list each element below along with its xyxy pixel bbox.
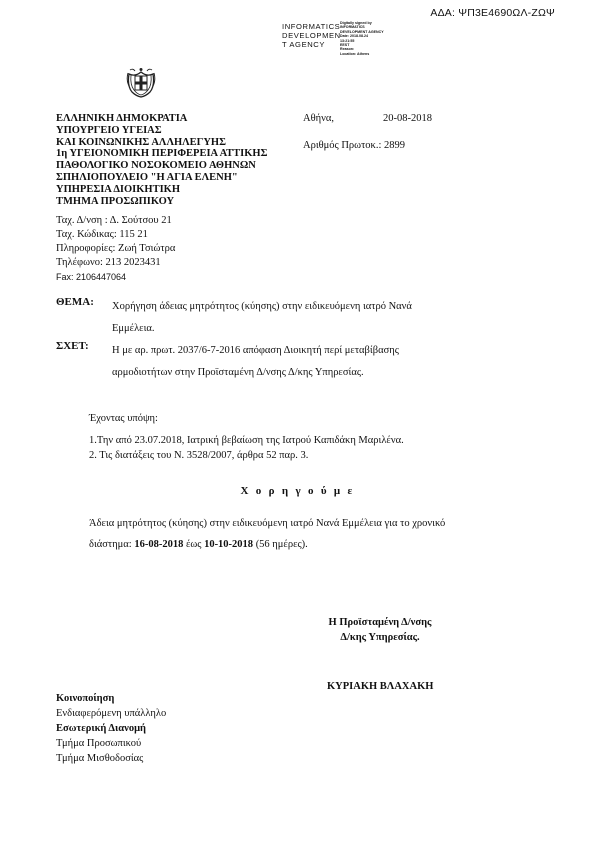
issuer-line: ΥΠΗΡΕΣΙΑ ΔΙΟΙΚΗΤΙΚΗ	[56, 183, 181, 195]
internal-item: Τμήμα Προσωπικού	[56, 738, 142, 749]
document-place: Αθήνα,	[303, 113, 334, 124]
greek-emblem-icon	[126, 66, 156, 100]
signatory-role-line: Δ/κης Υπηρεσίας.	[340, 632, 420, 643]
subject-text	[112, 296, 412, 340]
subject-line: Εμμέλεια.	[112, 323, 155, 334]
ada-code: ΑΔΑ: ΨΠ3Ε4690ΩΛ-ΖΩΨ	[430, 7, 555, 19]
decision-period	[89, 534, 445, 555]
decision-body	[89, 513, 445, 555]
issuer-line: ΣΠΗΛΙΟΠΟΥΛΕΙΟ "Η ΑΓΙΑ ΕΛΕΝΗ"	[56, 171, 238, 183]
signatory-role-line: Η Προϊσταμένη Δ/νσης	[328, 617, 432, 628]
reference-label: ΣΧΕΤ:	[56, 340, 89, 352]
start-date: 16-08-2018	[134, 539, 184, 550]
stamp-line: Location: Athens	[340, 51, 370, 56]
contact-info: Πληροφορίες: Ζωή Τσιώτρα	[56, 243, 176, 254]
duration: (56 ημέρες).	[253, 539, 308, 550]
issuer-line: ΕΛΛΗΝΙΚΗ ΔΗΜΟΚΡΑΤΙΑ	[56, 113, 188, 124]
contact-phone: Τηλέφωνο: 213 2023431	[56, 257, 161, 268]
stamp-line: DEVELOPMENT AGENCY	[340, 29, 384, 34]
stamp-line: 13:21:55	[340, 38, 355, 43]
stamp-line: Date: 2018.08.24	[340, 34, 368, 39]
reference-text	[112, 340, 399, 384]
contact-postal-code: Ταχ. Κώδικας: 115 21	[56, 229, 148, 240]
contact-fax: Fax: 2106447064	[56, 272, 127, 282]
issuer-line: ΠΑΘΟΛΟΓΙΚΟ ΝΟΣΟΚΟΜΕΙΟ ΑΘΗΝΩΝ	[56, 160, 256, 172]
considerations-list	[89, 433, 404, 463]
stamp-line: EEST	[340, 43, 350, 48]
protocol-number: Αριθμός Πρωτοκ.: 2899	[303, 140, 406, 151]
issuer-line: ΤΜΗΜΑ ΠΡΟΣΩΠΙΚΟΥ	[56, 195, 175, 207]
list-item: 2. Τις διατάξεις του Ν. 3528/2007, άρθρα 52 παρ. 3.	[89, 450, 309, 461]
signature-stamp-details	[340, 21, 384, 56]
agency-name-line: T AGENCY	[282, 40, 326, 49]
contact-block	[56, 214, 175, 284]
reference-line: Η με αρ. πρωτ. 2037/6-7-2016 απόφαση Διοικητή περί μεταβίβασης	[112, 345, 399, 356]
stamp-line: Reason:	[340, 47, 355, 52]
period-mid: έως	[183, 539, 205, 550]
period-prefix: διάστημα:	[89, 539, 135, 550]
internal-item: Τμήμα Μισθοδοσίας	[56, 753, 144, 764]
distribution-block	[56, 691, 166, 766]
issuer-line: ΚΑΙ ΚΟΙΝΩΝΙΚΗΣ ΑΛΛΗΛΕΓΥΗΣ	[56, 136, 226, 148]
considerations-label: Έχοντας υπόψη:	[89, 413, 158, 424]
stamp-line: INFORMATICS	[340, 25, 365, 30]
decision-title: Χ ο ρ η γ ο ύ μ ε	[240, 485, 355, 497]
agency-name-line: INFORMATICS	[282, 22, 341, 31]
subject-label: ΘΕΜΑ:	[56, 296, 94, 308]
notify-label: Κοινοποίηση	[56, 693, 115, 704]
document-date: 20-08-2018	[383, 113, 432, 124]
issuer-line: 1η ΥΓΕΙΟΝΟΜΙΚΗ ΠΕΡΙΦΕΡΕΙΑ ΑΤΤΙΚΗΣ	[56, 148, 268, 160]
notify-item: Ενδιαφερόμενη υπάλληλο	[56, 708, 167, 719]
signatory-role	[310, 615, 450, 645]
end-date: 10-10-2018	[204, 539, 254, 550]
issuer-block	[56, 113, 267, 207]
stamp-line: Digitally signed by	[340, 21, 372, 25]
agency-name-line: DEVELOPMEN	[282, 31, 341, 40]
issuer-line: ΥΠΟΥΡΓΕΙΟ ΥΓΕΙΑΣ	[56, 124, 162, 136]
signature-stamp-agency	[282, 22, 341, 49]
contact-address: Ταχ. Δ/νση : Δ. Σούτσου 21	[56, 215, 172, 226]
decision-line: Άδεια μητρότητος (κύησης) στην ειδικευόμενη ιατρό Νανά Εμμέλεια για το χρονικό	[89, 518, 446, 529]
subject-line: Χορήγηση άδειας μητρότητος (κύησης) στην ειδικευόμενη ιατρό Νανά	[112, 301, 412, 312]
reference-line: αρμοδιοτήτων στην Προϊσταμένη Δ/νσης Δ/κης Υπηρεσίας.	[112, 367, 364, 378]
signatory-name: ΚΥΡΙΑΚΗ ΒΛΑΧΑΚΗ	[327, 681, 434, 692]
internal-distribution-label: Εσωτερική Διανομή	[56, 723, 146, 734]
list-item: 1.Την από 23.07.2018, Ιατρική βεβαίωση της Ιατρού Καπιδάκη Μαριλένα.	[89, 435, 404, 446]
